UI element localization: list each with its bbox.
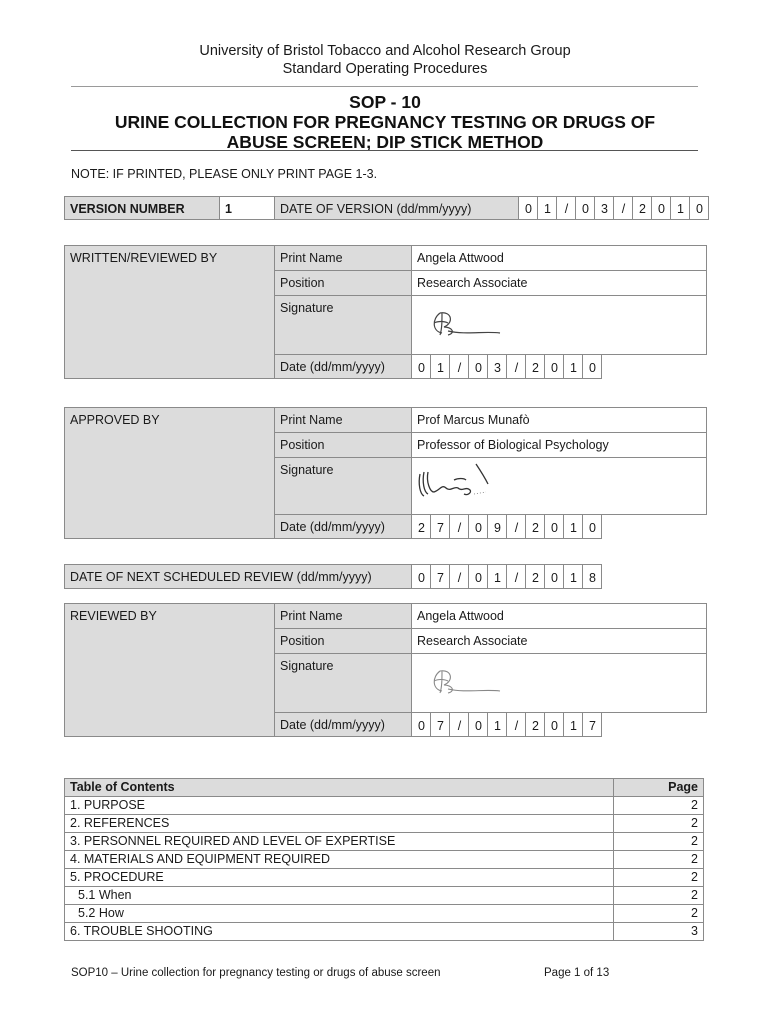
written-date-digit: 1	[437, 361, 444, 375]
written-print-name: Angela Attwood	[411, 245, 707, 271]
reviewed-date-digit-box	[563, 712, 583, 737]
org-line-2: Standard Operating Procedures	[282, 61, 488, 77]
written-date-digit: 1	[570, 361, 577, 375]
toc-item-page: 2	[614, 869, 704, 887]
approved-date-digit: 2	[418, 521, 425, 535]
version-date-digit: 1	[544, 202, 551, 216]
approved-date-digit: 7	[437, 521, 444, 535]
approved-position: Professor of Biological Psychology	[411, 432, 707, 458]
reviewed-section-label: REVIEWED BY	[64, 603, 275, 737]
approved-date-digit-box	[411, 514, 431, 539]
header-divider	[71, 86, 698, 87]
next-review-date-digit-box	[582, 564, 602, 589]
reviewed-date-digit: 2	[532, 719, 539, 733]
written-signature-label: Signature	[274, 295, 412, 355]
reviewed-print-name: Angela Attwood	[411, 603, 707, 629]
version-date-digit-box	[537, 196, 557, 220]
reviewed-date-digit-box	[430, 712, 450, 737]
reviewed-date-digit-box	[525, 712, 545, 737]
toc-header-row	[65, 779, 704, 797]
toc-row[interactable]	[65, 833, 704, 851]
reviewed-date-digit-box	[544, 712, 564, 737]
reviewed-signature-image	[426, 663, 516, 703]
version-date-digit: 3	[601, 202, 608, 216]
toc-row[interactable]	[65, 851, 704, 869]
reviewed-date-digit: 0	[418, 719, 425, 733]
reviewed-date-digit: /	[457, 719, 462, 733]
written-date-digit: /	[514, 361, 519, 375]
org-title	[0, 42, 770, 78]
next-review-date-digit-box	[544, 564, 564, 589]
written-date-digit-box	[430, 354, 450, 379]
written-date-digit: 2	[532, 361, 539, 375]
toc-item-page: 3	[614, 923, 704, 941]
reviewed-date-digit-box	[468, 712, 488, 737]
toc-row[interactable]	[65, 797, 704, 815]
approved-date-digit: 0	[589, 521, 596, 535]
reviewed-position-label: Position	[274, 628, 412, 654]
toc-row[interactable]	[65, 869, 704, 887]
toc-row[interactable]	[65, 887, 704, 905]
approved-date-digit-box	[430, 514, 450, 539]
reviewed-position: Research Associate	[411, 628, 707, 654]
toc-item-label[interactable]: 3. PERSONNEL REQUIRED AND LEVEL OF EXPERTISE	[65, 833, 614, 851]
footer-document-title: SOP10 – Urine collection for pregnancy testing or drugs of abuse screen	[71, 967, 441, 979]
version-date-digit-box	[594, 196, 614, 220]
approved-date-digit-box	[582, 514, 602, 539]
toc-item-page: 2	[614, 833, 704, 851]
next-review-date-digit: /	[514, 571, 519, 585]
title-divider	[71, 150, 698, 151]
written-date-digit-box	[449, 354, 469, 379]
next-review-date-digit-box	[411, 564, 431, 589]
version-date-digit: 0	[658, 202, 665, 216]
version-number-label: VERSION NUMBER	[64, 196, 220, 220]
toc-page-header: Page	[614, 779, 704, 797]
toc-item-label[interactable]: 6. TROUBLE SHOOTING	[65, 923, 614, 941]
next-review-date-digit: 0	[475, 571, 482, 585]
approved-signature-label: Signature	[274, 457, 412, 515]
approved-date-digit-box	[449, 514, 469, 539]
written-date-digit-box	[563, 354, 583, 379]
written-date-digit-box	[411, 354, 431, 379]
approved-date-digit: 2	[532, 521, 539, 535]
approved-date-digit-box	[563, 514, 583, 539]
written-date-digit: 0	[551, 361, 558, 375]
reviewed-date-digit: 0	[551, 719, 558, 733]
next-review-date-digit: /	[457, 571, 462, 585]
toc-item-label[interactable]: 4. MATERIALS AND EQUIPMENT REQUIRED	[65, 851, 614, 869]
written-date-digit-box	[544, 354, 564, 379]
sop-title-line-2: ABUSE SCREEN; DIP STICK METHOD	[226, 132, 544, 152]
written-date-digit-box	[582, 354, 602, 379]
next-review-date-digit: 1	[494, 571, 501, 585]
approved-date-digit: 1	[570, 521, 577, 535]
table-of-contents	[64, 778, 704, 941]
approved-date-digit-box	[468, 514, 488, 539]
reviewed-date-digit-box	[582, 712, 602, 737]
approved-section-label: APPROVED BY	[64, 407, 275, 539]
toc-row[interactable]	[65, 905, 704, 923]
print-note: NOTE: IF PRINTED, PLEASE ONLY PRINT PAGE 1-3.	[71, 167, 378, 181]
version-date-digit-box	[632, 196, 652, 220]
toc-row[interactable]	[65, 815, 704, 833]
version-date-digit-box	[670, 196, 690, 220]
written-date-digit-box	[487, 354, 507, 379]
toc-item-label[interactable]: 5.1 When	[65, 887, 614, 905]
next-review-date-digit: 0	[418, 571, 425, 585]
approved-date-digit: 0	[551, 521, 558, 535]
written-date-digit: /	[457, 361, 462, 375]
approved-date-digit: 0	[475, 521, 482, 535]
reviewed-date-digit: 1	[570, 719, 577, 733]
reviewed-date-digit: 7	[589, 719, 596, 733]
approved-date-digit-box	[544, 514, 564, 539]
next-review-date-digit: 1	[570, 571, 577, 585]
reviewed-date-digit: 0	[475, 719, 482, 733]
written-position-label: Position	[274, 270, 412, 296]
approved-date-digit-box	[487, 514, 507, 539]
sop-number: SOP - 10	[349, 92, 421, 112]
org-line-1: University of Bristol Tobacco and Alcohol Research Group	[199, 43, 571, 59]
toc-item-label[interactable]: 5. PROCEDURE	[65, 869, 614, 887]
version-date-label: DATE OF VERSION (dd/mm/yyyy)	[274, 196, 519, 220]
version-date-digit-box	[689, 196, 709, 220]
sop-title-line-1: URINE COLLECTION FOR PREGNANCY TESTING OR DRUGS OF	[114, 112, 656, 132]
version-date-digit: 0	[696, 202, 703, 216]
approved-date-digit-box	[506, 514, 526, 539]
approved-date-digit: /	[514, 521, 519, 535]
version-date-digit-box	[575, 196, 595, 220]
version-date-digit-box	[556, 196, 576, 220]
version-number-value: 1	[219, 196, 275, 220]
next-review-date-digit: 8	[589, 571, 596, 585]
written-date-digit: 0	[418, 361, 425, 375]
reviewed-date-digit-box	[487, 712, 507, 737]
toc-item-label[interactable]: 5.2 How	[65, 905, 614, 923]
approved-date-digit: /	[457, 521, 462, 535]
next-review-date-digit-box	[563, 564, 583, 589]
next-review-date-digit-box	[468, 564, 488, 589]
written-date-label: Date (dd/mm/yyyy)	[274, 354, 412, 379]
next-review-date-digit: 7	[437, 571, 444, 585]
version-date-digit: 1	[677, 202, 684, 216]
version-date-digit: 0	[582, 202, 589, 216]
next-review-date-digit-box	[506, 564, 526, 589]
written-date-digit-box	[525, 354, 545, 379]
footer-page-number: Page 1 of 13	[544, 967, 610, 979]
version-date-digit: 0	[525, 202, 532, 216]
reviewed-signature-label: Signature	[274, 653, 412, 713]
toc-item-page: 2	[614, 905, 704, 923]
toc-row[interactable]	[65, 923, 704, 941]
approved-date-digit-box	[525, 514, 545, 539]
written-print-name-label: Print Name	[274, 245, 412, 271]
toc-item-page: 2	[614, 815, 704, 833]
next-review-label: DATE OF NEXT SCHEDULED REVIEW (dd/mm/yyyy)	[64, 564, 412, 589]
written-date-digit: 3	[494, 361, 501, 375]
reviewed-date-digit-box	[449, 712, 469, 737]
approved-date-label: Date (dd/mm/yyyy)	[274, 514, 412, 539]
reviewed-date-digit-box	[411, 712, 431, 737]
toc-item-label[interactable]: 1. PURPOSE	[65, 797, 614, 815]
toc-item-page: 2	[614, 851, 704, 869]
version-date-digit-box	[518, 196, 538, 220]
approved-signature-image	[414, 460, 504, 510]
approved-print-name-label: Print Name	[274, 407, 412, 433]
next-review-date-digit-box	[525, 564, 545, 589]
version-date-digit-box	[613, 196, 633, 220]
reviewed-date-label: Date (dd/mm/yyyy)	[274, 712, 412, 737]
reviewed-date-digit: /	[514, 719, 519, 733]
approved-print-name: Prof Marcus Munafò	[411, 407, 707, 433]
reviewed-date-digit: 1	[494, 719, 501, 733]
approved-date-digit: 9	[494, 521, 501, 535]
next-review-date-digit: 2	[532, 571, 539, 585]
next-review-date-digit-box	[487, 564, 507, 589]
toc-item-label[interactable]: 2. REFERENCES	[65, 815, 614, 833]
written-date-digit: 0	[589, 361, 596, 375]
next-review-date-digit-box	[449, 564, 469, 589]
reviewed-print-name-label: Print Name	[274, 603, 412, 629]
version-date-digit: /	[621, 202, 626, 216]
next-review-date-digit: 0	[551, 571, 558, 585]
written-date-digit-box	[506, 354, 526, 379]
approved-position-label: Position	[274, 432, 412, 458]
written-date-digit-box	[468, 354, 488, 379]
next-review-date-digit-box	[430, 564, 450, 589]
version-date-digit: /	[564, 202, 569, 216]
written-section-label: WRITTEN/REVIEWED BY	[64, 245, 275, 379]
sop-title	[0, 92, 770, 152]
written-date-digit: 0	[475, 361, 482, 375]
written-signature-image	[426, 305, 516, 345]
written-position: Research Associate	[411, 270, 707, 296]
toc-item-page: 2	[614, 887, 704, 905]
toc-title: Table of Contents	[65, 779, 614, 797]
reviewed-date-digit-box	[506, 712, 526, 737]
version-date-digit-box	[651, 196, 671, 220]
toc-item-page: 2	[614, 797, 704, 815]
reviewed-date-digit: 7	[437, 719, 444, 733]
version-date-digit: 2	[639, 202, 646, 216]
